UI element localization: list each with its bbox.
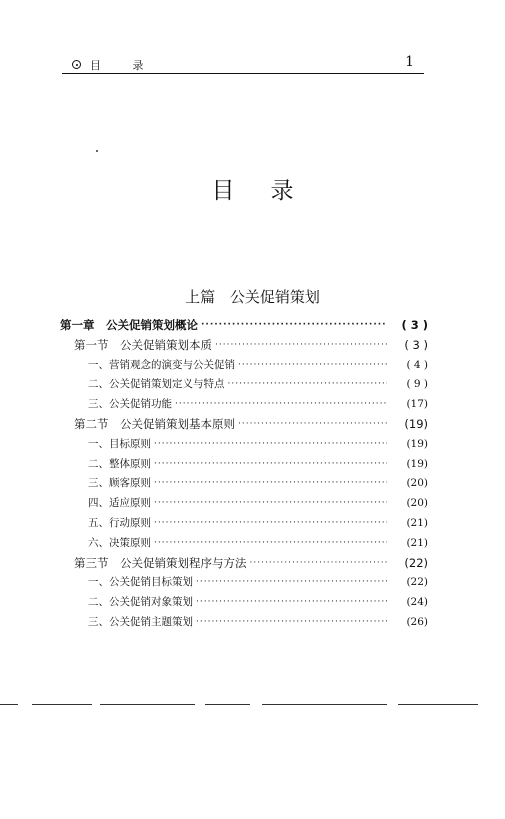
toc-entry: [88, 514, 428, 532]
toc-entry: [60, 316, 428, 334]
toc-entry-page: (19): [406, 437, 428, 450]
toc-entry-label: 一、营销观念的演变与公关促销: [88, 358, 235, 371]
toc-entry-page: ( 3 ): [404, 337, 428, 352]
toc-entry: [88, 455, 428, 473]
toc-entry: [88, 474, 428, 492]
dot-leader: [154, 435, 387, 453]
dot-leader: [154, 534, 387, 552]
toc-entry-page: (20): [406, 477, 428, 490]
dot-leader: [154, 494, 387, 512]
toc-entry-page: (21): [406, 536, 428, 549]
toc-entry-label: 二、公关促销对象策划: [88, 596, 193, 609]
dot-leader: [196, 613, 387, 631]
toc-entry: [88, 613, 428, 631]
part-heading: 上篇 公关促销策划: [185, 288, 320, 306]
toc-entry: [88, 375, 428, 393]
toc-entry-label: 第一章 公关促销策划概论: [60, 318, 198, 332]
dot-leader: [154, 455, 387, 473]
toc-entry: [74, 415, 428, 433]
toc-entry-page: (22): [406, 576, 428, 589]
dot-leader: [154, 514, 387, 532]
toc-entry-label: 一、公关促销目标策划: [88, 576, 193, 589]
toc-entry-label: 四、适应原则: [88, 497, 151, 510]
toc-entry-page: (17): [406, 398, 428, 411]
circle-dot-icon: [72, 60, 81, 69]
toc-entry-label: 第三节 公关促销策划程序与方法: [74, 555, 247, 570]
toc-entry-page: ( 3 ): [401, 318, 428, 332]
toc-entry-label: 二、公关促销策划定义与特点: [88, 378, 225, 391]
toc-entry-label: 一、目标原则: [88, 437, 151, 450]
toc-entry-page: (26): [406, 616, 428, 628]
toc-entry-page: (20): [406, 497, 428, 510]
toc-entry-label: 三、公关促销主题策划: [88, 616, 193, 628]
toc-entry-label: 三、顾客原则: [88, 477, 151, 490]
dot-leader: [154, 474, 387, 492]
toc-entry-page: ( 4 ): [406, 358, 428, 371]
bottom-rule: [0, 704, 505, 707]
toc-entry: [88, 494, 428, 512]
dot-leader: [238, 415, 387, 433]
toc-entry-label: 五、行动原则: [88, 517, 151, 529]
dot-leader: [215, 336, 387, 354]
dot-leader: [196, 593, 387, 611]
dot-leader: [201, 316, 387, 334]
running-header: [62, 54, 424, 74]
toc-entry-page: ( 9 ): [406, 378, 428, 391]
toc-entry-label: 六、决策原则: [88, 536, 151, 549]
toc-entry-page: (19): [406, 457, 428, 470]
dot-leader: [228, 375, 388, 393]
dot-leader: [250, 554, 388, 572]
toc-entry-label: 第一节 公关促销策划本质: [74, 337, 212, 352]
toc-entry: [88, 435, 428, 453]
toc-entry: [88, 395, 428, 413]
toc-entry-page: (19): [404, 417, 428, 431]
page-number: 1: [405, 54, 414, 70]
toc-entry-page: (21): [406, 517, 428, 529]
header-rule: [62, 73, 424, 74]
toc-entry-page: (22): [404, 555, 428, 570]
toc-entry: [88, 573, 428, 591]
page-title: 目录: [211, 178, 330, 204]
toc-entry: [74, 336, 428, 354]
toc-entry-label: 三、公关促销功能: [88, 398, 172, 411]
dot-leader: [196, 573, 387, 591]
toc-entry-page: (24): [406, 596, 428, 609]
toc-entry: [74, 554, 428, 572]
dot-leader: [238, 356, 387, 374]
dot-leader: [175, 395, 387, 413]
toc-entry-label: 第二节 公关促销策划基本原则: [74, 417, 235, 431]
toc-entry: [88, 593, 428, 611]
scan-speck: [96, 150, 98, 152]
toc-entry-label: 二、整体原则: [88, 457, 151, 470]
toc-entry: [88, 356, 428, 374]
toc-entry: [88, 534, 428, 552]
running-header-title: 目 录: [90, 59, 158, 72]
